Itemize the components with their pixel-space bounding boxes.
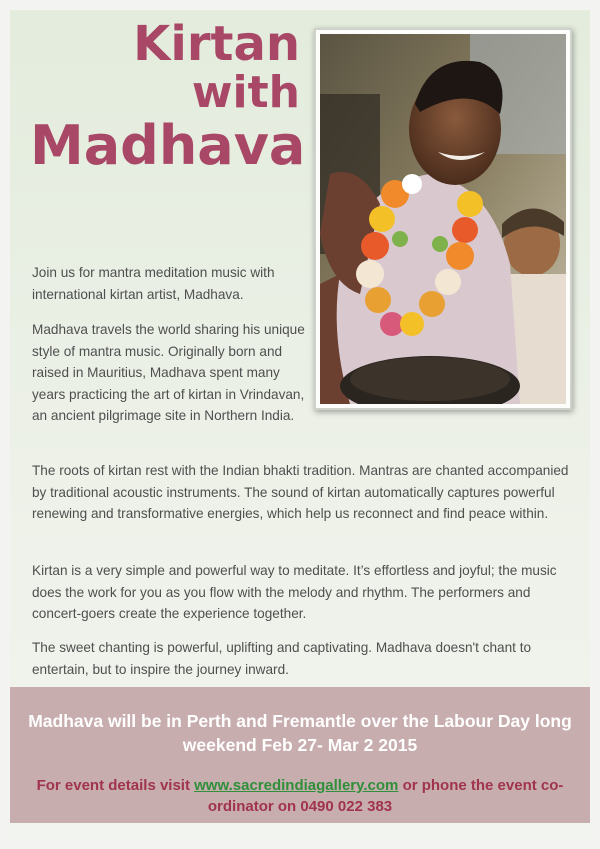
simple-text: Kirtan is a very simple and powerful way to meditate. It’s effortless and joyful; the music does the work for you as you flow with the melody and rhythm. The performers and concert-goers create the experience together. — [32, 563, 557, 621]
contact-suffix: or phone the event co-ordinator on 0490 022 383 — [207, 777, 564, 815]
intro-paragraph — [32, 262, 307, 305]
photo-frame — [314, 28, 572, 410]
event-headline: Madhava will be in Perth and Fremantle over the Labour Day long weekend Feb 27- Mar 2 2015 — [28, 711, 572, 755]
flyer-title — [30, 16, 306, 177]
website-link[interactable]: www.sacredindiagallery.com — [194, 777, 399, 794]
roots-paragraph — [32, 460, 572, 525]
title-line-2: with — [191, 66, 300, 118]
event-banner — [10, 687, 590, 823]
roots-text: The roots of kirtan rest with the Indian bhakti tradition. Mantras are chanted accompanied by traditional acoustic instruments. The sound of kirtan automatically captures powerful renewing and transformative energies, which help us reconnect and find peace within. — [32, 463, 569, 521]
sweet-text: The sweet chanting is powerful, uplifting and captivating. Madhava doesn't chant to entertain, but to inspire the journey inward. — [32, 640, 532, 677]
title-line-1: Kirtan — [133, 16, 300, 72]
event-contact — [10, 775, 590, 817]
intro-text: Join us for mantra meditation music with international kirtan artist, Madhava. — [32, 265, 275, 302]
simple-paragraph — [32, 560, 572, 625]
flyer-page — [10, 10, 590, 839]
contact-prefix: For event details visit — [36, 777, 190, 794]
about-text: Madhava travels the world sharing his unique style of mantra music. Originally born and raised in Mauritius, Madhava spent many years practicing the art of kirtan in Vrindavan, an ancient pilgrimage site in Northern India. — [32, 322, 305, 423]
sweet-paragraph — [32, 637, 572, 680]
performer-photo — [320, 34, 566, 404]
about-paragraph — [32, 319, 307, 427]
title-line-3: Madhava — [30, 113, 306, 177]
performer-photo-icon — [320, 34, 566, 404]
